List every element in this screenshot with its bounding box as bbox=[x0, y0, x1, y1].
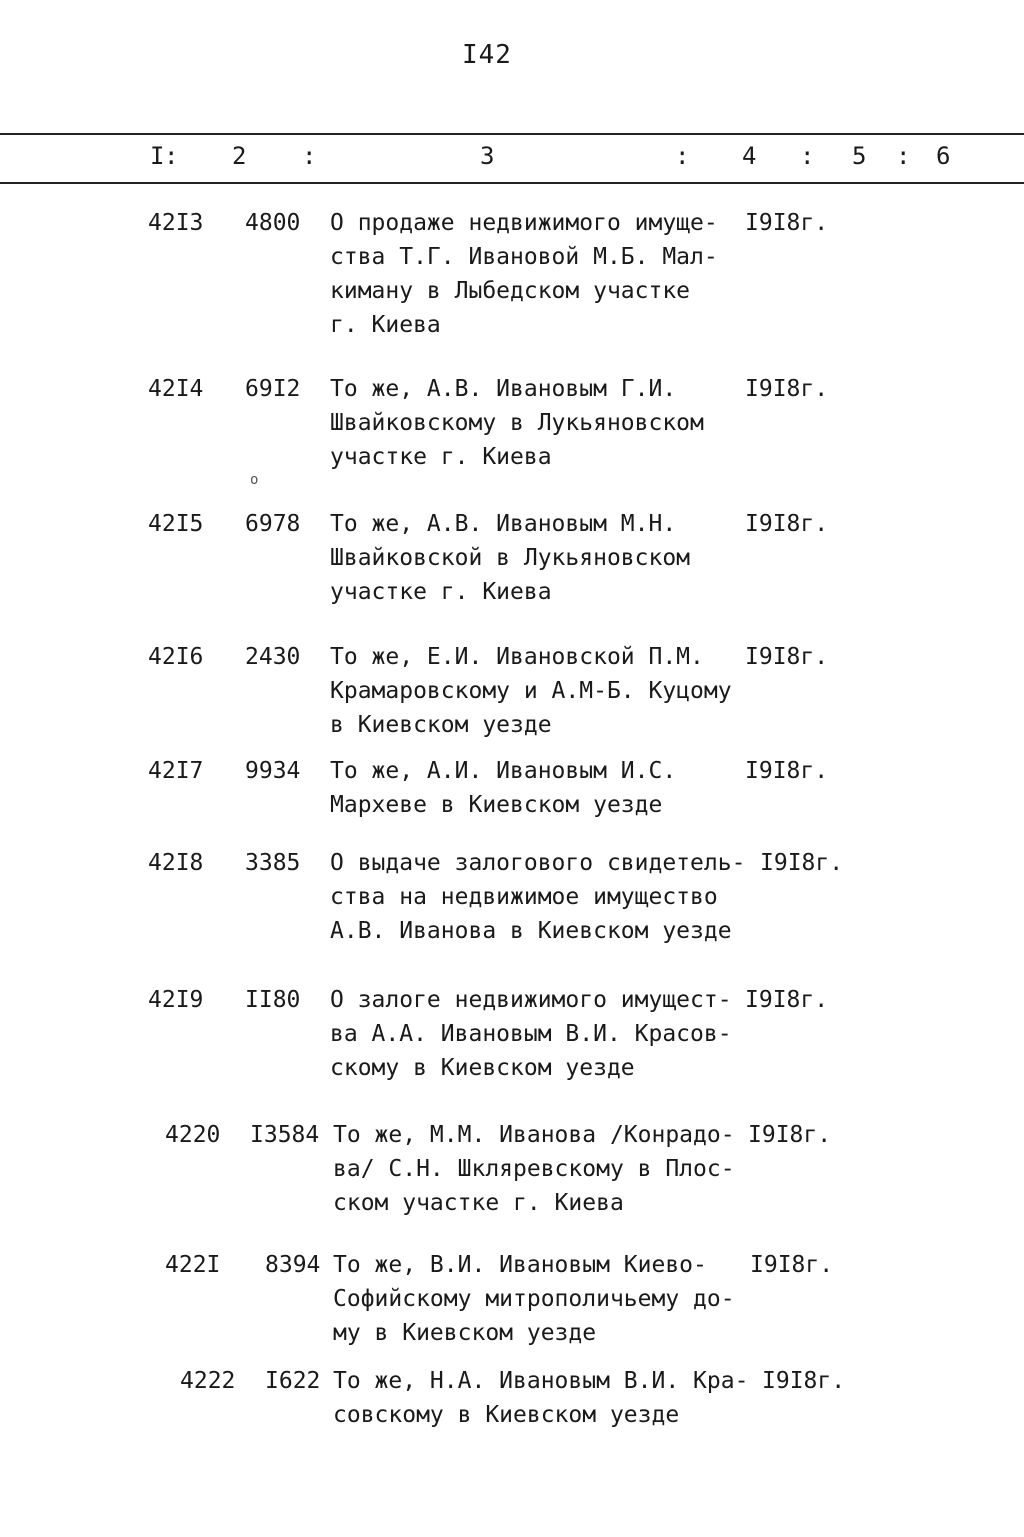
record-number: 42I8 bbox=[148, 850, 204, 876]
description-line: ва А.А. Ивановым В.И. Красов- bbox=[330, 1021, 732, 1047]
description-line: О залоге недвижимого имущест- bbox=[330, 987, 732, 1013]
record-code: 69I2 bbox=[245, 376, 301, 402]
record-description bbox=[333, 1118, 735, 1220]
header-col4: 4 bbox=[742, 142, 757, 170]
header-separator: : bbox=[675, 142, 690, 170]
description-line: То же, Н.А. Ивановым В.И. Кра- bbox=[333, 1368, 749, 1394]
description-line: То же, М.М. Иванова /Конрадо- bbox=[333, 1122, 735, 1148]
record-number: 42I7 bbox=[148, 758, 204, 784]
header-separator: : bbox=[800, 142, 815, 170]
record-number: 42I5 bbox=[148, 511, 204, 537]
header-top-rule bbox=[0, 133, 1024, 135]
record-year: I9I8г. bbox=[750, 1252, 834, 1278]
description-line: совскому в Киевском уезде bbox=[333, 1402, 680, 1428]
description-line: ва/ С.Н. Шкляревскому в Плос- bbox=[333, 1156, 735, 1182]
header-separator: : bbox=[164, 142, 179, 170]
description-line: г. Киева bbox=[330, 312, 441, 338]
description-line: Софийскому митрополичьему до- bbox=[333, 1286, 735, 1312]
header-col2: 2 bbox=[232, 142, 247, 170]
record-year: I9I8г. bbox=[745, 758, 829, 784]
description-line: То же, А.В. Ивановым Г.И. bbox=[330, 376, 677, 402]
record-description bbox=[330, 983, 732, 1085]
header-col1: I bbox=[150, 142, 165, 170]
description-line: ства на недвижимое имущество bbox=[330, 884, 718, 910]
description-line: То же, А.В. Ивановым М.Н. bbox=[330, 511, 677, 537]
record-number: 4222 bbox=[180, 1368, 236, 1394]
description-line: в Киевском уезде bbox=[330, 712, 552, 738]
description-line: ства Т.Г. Ивановой М.Б. Мал- bbox=[330, 244, 718, 270]
description-line: скому в Киевском уезде bbox=[330, 1055, 635, 1081]
record-year: I9I8г. bbox=[762, 1368, 846, 1394]
record-description bbox=[330, 846, 745, 948]
description-line: му в Киевском уезде bbox=[333, 1320, 597, 1346]
record-code: I622 bbox=[265, 1368, 321, 1394]
record-description bbox=[333, 1364, 748, 1432]
record-number: 42I3 bbox=[148, 210, 204, 236]
header-col5: 5 bbox=[852, 142, 867, 170]
header-bottom-rule bbox=[0, 182, 1024, 184]
record-code: 6978 bbox=[245, 511, 301, 537]
record-code: 2430 bbox=[245, 644, 301, 670]
record-code: II80 bbox=[245, 987, 301, 1013]
record-description bbox=[330, 640, 732, 742]
record-year: I9I8г. bbox=[745, 644, 829, 670]
header-separator: : bbox=[302, 142, 317, 170]
header-separator: : bbox=[896, 142, 911, 170]
record-number: 4220 bbox=[165, 1122, 221, 1148]
record-year: I9I8г. bbox=[745, 511, 829, 537]
description-line: Швайковской в Лукьяновском bbox=[330, 545, 691, 571]
record-year: I9I8г. bbox=[748, 1122, 832, 1148]
record-description bbox=[333, 1248, 735, 1350]
description-line: Крамаровскому и А.М-Б. Куцому bbox=[330, 678, 732, 704]
header-col6: 6 bbox=[936, 142, 951, 170]
header-col3: 3 bbox=[480, 142, 495, 170]
stray-mark: о bbox=[250, 472, 259, 488]
record-year: I9I8г. bbox=[745, 376, 829, 402]
record-number: 42I6 bbox=[148, 644, 204, 670]
description-line: То же, А.И. Ивановым И.С. bbox=[330, 758, 677, 784]
description-line: Швайковскому в Лукьяновском bbox=[330, 410, 704, 436]
description-line: ском участке г. Киева bbox=[333, 1190, 624, 1216]
record-year: I9I8г. bbox=[745, 210, 829, 236]
description-line: О выдаче залогового свидетель- bbox=[330, 850, 746, 876]
record-number: 42I9 bbox=[148, 987, 204, 1013]
record-description bbox=[330, 206, 718, 342]
description-line: То же, В.И. Ивановым Киево- bbox=[333, 1252, 707, 1278]
page-number: I42 bbox=[462, 40, 512, 70]
record-description bbox=[330, 507, 690, 609]
record-year: I9I8г. bbox=[760, 850, 844, 876]
description-line: участке г. Киева bbox=[330, 579, 552, 605]
description-line: То же, Е.И. Ивановской П.М. bbox=[330, 644, 704, 670]
record-code: 4800 bbox=[245, 210, 301, 236]
record-year: I9I8г. bbox=[745, 987, 829, 1013]
description-line: участке г. Киева bbox=[330, 444, 552, 470]
record-number: 422I bbox=[165, 1252, 221, 1278]
description-line: А.В. Иванова в Киевском уезде bbox=[330, 918, 732, 944]
description-line: Мархеве в Киевском уезде bbox=[330, 792, 663, 818]
description-line: киману в Лыбедском участке bbox=[330, 278, 691, 304]
record-code: 3385 bbox=[245, 850, 301, 876]
record-code: 8394 bbox=[265, 1252, 321, 1278]
record-code: I3584 bbox=[250, 1122, 320, 1148]
record-description bbox=[330, 372, 704, 474]
description-line: О продаже недвижимого имуще- bbox=[330, 210, 718, 236]
record-description bbox=[330, 754, 676, 822]
record-number: 42I4 bbox=[148, 376, 204, 402]
record-code: 9934 bbox=[245, 758, 301, 784]
